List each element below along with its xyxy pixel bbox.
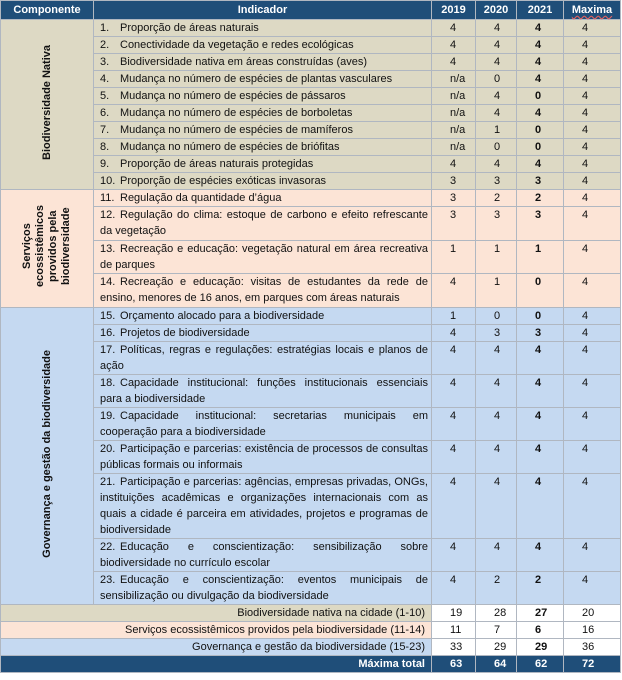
summary-label: Serviços ecossistêmicos providos pela biodiversidade (11-14) [1,622,432,639]
score-y2019: 4 [432,342,476,375]
indicator-cell [94,375,432,408]
header-2020: 2020 [476,1,517,20]
indicator-text: Proporção de áreas naturais [120,22,259,34]
score-y2020: 1 [476,274,517,308]
score-max: 4 [564,156,621,173]
indicator-text: Orçamento alocado para a biodiversidade [120,310,325,322]
score-y2019: 4 [432,441,476,474]
table-row [1,375,621,408]
score-y2020: 4 [476,88,517,105]
indicator-cell [94,37,432,54]
score-max: 4 [564,37,621,54]
score-y2019: 4 [432,325,476,342]
total-y2019: 63 [432,656,476,673]
score-y2020: 1 [476,240,517,274]
component-label: Serviços ecossistêmicos providos pela biodiversidade [21,205,72,287]
total-max: 72 [564,656,621,673]
score-y2020: 3 [476,207,517,241]
indicator-cell [94,139,432,156]
indicator-number: 16. [100,327,116,339]
component-cell [1,20,94,190]
summary-y2019: 19 [432,605,476,622]
indicator-text: Capacidade institucional: secretarias municipais em cooperação para a biodiversidade [100,410,428,438]
score-y2021: 4 [517,408,564,441]
indicator-text: Recreação e educação: visitas de estudantes da rede de ensino, menores de 16 anos, em parques com áreas naturais [100,276,428,305]
score-y2020: 1 [476,122,517,139]
score-max: 4 [564,207,621,241]
score-max: 4 [564,408,621,441]
indicator-number: 21. [100,476,116,488]
summary-row [1,639,621,656]
indicator-text: Biodiversidade nativa em áreas construídas (aves) [120,56,368,68]
indicator-cell [94,207,432,241]
score-y2021: 0 [517,308,564,325]
table-row [1,190,621,207]
table-row [1,325,621,342]
score-max: 4 [564,139,621,156]
total-y2021: 62 [517,656,564,673]
indicator-cell [94,441,432,474]
score-y2021: 4 [517,54,564,71]
summary-y2021: 29 [517,639,564,656]
score-max: 4 [564,274,621,308]
indicator-text: Mudança no número de espécies de borboletas [120,107,353,119]
total-y2020: 64 [476,656,517,673]
indicator-number: 2. [100,39,110,51]
indicator-number: 3. [100,56,110,68]
score-max: 4 [564,20,621,37]
score-y2021: 2 [517,572,564,605]
indicator-cell [94,88,432,105]
table-row [1,156,621,173]
score-y2021: 4 [517,156,564,173]
indicator-number: 4. [100,73,110,85]
indicator-number: 14. [100,276,116,289]
table-row [1,474,621,539]
score-y2019: 4 [432,375,476,408]
indicator-cell [94,474,432,539]
indicator-text: Mudança no número de espécies de plantas vasculares [120,73,393,85]
indicator-text: Proporção de áreas naturais protegidas [120,158,314,170]
summary-y2020: 29 [476,639,517,656]
indicator-number: 8. [100,141,110,153]
header-2019: 2019 [432,1,476,20]
table-row [1,54,621,71]
score-y2019: 3 [432,207,476,241]
score-max: 4 [564,308,621,325]
score-y2020: 4 [476,54,517,71]
score-y2019: n/a [432,88,476,105]
score-max: 4 [564,105,621,122]
score-y2020: 2 [476,190,517,207]
score-y2019: 1 [432,308,476,325]
score-y2021: 0 [517,139,564,156]
score-y2020: 4 [476,342,517,375]
indicator-number: 10. [100,175,116,187]
score-y2019: 3 [432,173,476,190]
indicator-text: Capacidade institucional: funções institucionais essenciais para a biodiversidade [100,377,428,405]
score-y2020: 3 [476,173,517,190]
indicator-text: Projetos de biodiversidade [120,327,250,339]
score-y2021: 4 [517,539,564,572]
indicator-cell [94,274,432,308]
indicator-cell [94,71,432,88]
score-y2021: 2 [517,190,564,207]
score-y2021: 3 [517,173,564,190]
component-cell [1,308,94,605]
indicator-cell [94,156,432,173]
score-y2020: 3 [476,325,517,342]
score-y2019: 4 [432,572,476,605]
score-y2020: 0 [476,308,517,325]
score-max: 4 [564,88,621,105]
indicator-cell [94,572,432,605]
indicator-cell [94,54,432,71]
score-y2019: 4 [432,156,476,173]
indicator-cell [94,20,432,37]
summary-label: Biodiversidade nativa na cidade (1-10) [1,605,432,622]
indicator-number: 1. [100,22,110,34]
score-y2021: 4 [517,441,564,474]
score-y2019: 4 [432,20,476,37]
indicator-text: Participação e parcerias: agências, empresas privadas, ONGs, instituições acadêmicas e organizações internacionais com as quais a cidade é parceira em atividades, projetos e programas de biodiversidade [100,476,428,536]
score-y2020: 4 [476,441,517,474]
total-row [1,656,621,673]
table-row [1,122,621,139]
indicator-number: 20. [100,443,116,455]
summary-label: Governança e gestão da biodiversidade (15-23) [1,639,432,656]
table-row [1,539,621,572]
score-y2019: n/a [432,122,476,139]
component-label: Governança e gestão da biodiversidade [40,349,53,558]
indicator-text: Educação e conscientização: eventos municipais de sensibilização ou divulgação da biodiversidade [100,574,428,602]
score-max: 4 [564,325,621,342]
score-y2021: 3 [517,325,564,342]
score-max: 4 [564,71,621,88]
score-max: 4 [564,173,621,190]
header-row [1,1,621,20]
header-maxima: Maxima [564,1,621,20]
table-row [1,173,621,190]
indicator-cell [94,105,432,122]
table-row [1,274,621,308]
indicator-text: Políticas, regras e regulações: estratégias locais e planos de ação [100,344,428,372]
indicator-cell [94,190,432,207]
table-row [1,408,621,441]
header-2021: 2021 [517,1,564,20]
indicator-number: 5. [100,90,110,102]
score-y2020: 4 [476,20,517,37]
score-y2019: n/a [432,139,476,156]
score-max: 4 [564,441,621,474]
table-row [1,342,621,375]
indicator-text: Regulação da quantidade d’água [120,192,282,204]
indicator-number: 9. [100,158,110,170]
score-y2021: 4 [517,375,564,408]
table-row [1,71,621,88]
score-y2019: 3 [432,190,476,207]
summary-row [1,622,621,639]
indicator-number: 19. [100,410,116,422]
score-y2019: n/a [432,71,476,88]
score-max: 4 [564,474,621,539]
summary-y2020: 7 [476,622,517,639]
score-y2021: 0 [517,274,564,308]
score-y2021: 4 [517,20,564,37]
score-y2019: 4 [432,408,476,441]
score-y2020: 0 [476,71,517,88]
table-row [1,207,621,241]
indicator-text: Participação e parcerias: existência de processos de consultas públicas formais ou informais [100,443,428,471]
score-y2021: 1 [517,240,564,274]
score-max: 4 [564,122,621,139]
summary-y2019: 11 [432,622,476,639]
summary-y2020: 28 [476,605,517,622]
score-y2020: 4 [476,37,517,54]
score-y2021: 4 [517,71,564,88]
score-y2021: 4 [517,105,564,122]
indicator-cell [94,240,432,274]
summary-max: 20 [564,605,621,622]
component-cell [1,190,94,308]
score-max: 4 [564,190,621,207]
score-y2019: n/a [432,105,476,122]
indicator-text: Mudança no número de espécies de briófitas [120,141,340,153]
score-y2020: 4 [476,375,517,408]
summary-y2021: 6 [517,622,564,639]
score-y2020: 4 [476,156,517,173]
indicator-number: 11. [100,192,115,204]
indicator-number: 17. [100,344,116,356]
score-y2020: 4 [476,539,517,572]
table-row [1,88,621,105]
indicator-text: Mudança no número de espécies de pássaros [120,90,346,102]
indicator-text: Educação e conscientização: sensibilização sobre biodiversidade no currículo escolar [100,541,428,569]
table-row [1,105,621,122]
total-label: Máxima total [1,656,432,673]
score-y2019: 4 [432,54,476,71]
indicator-cell [94,122,432,139]
score-max: 4 [564,375,621,408]
score-y2021: 4 [517,37,564,54]
component-label: Biodiversidade Nativa [40,44,53,160]
summary-max: 36 [564,639,621,656]
indicator-number: 6. [100,107,110,119]
indicator-number: 13. [100,242,116,255]
score-max: 4 [564,54,621,71]
score-y2020: 4 [476,408,517,441]
indicator-text: Conectividade da vegetação e redes ecológicas [120,39,354,51]
score-max: 4 [564,572,621,605]
table-row [1,572,621,605]
score-y2021: 3 [517,207,564,241]
indicator-cell [94,408,432,441]
score-y2020: 2 [476,572,517,605]
table-row [1,441,621,474]
indicator-text: Proporção de espécies exóticas invasoras [120,175,327,187]
score-y2021: 4 [517,342,564,375]
score-y2019: 4 [432,274,476,308]
indicator-cell [94,173,432,190]
summary-y2019: 33 [432,639,476,656]
indicator-cell [94,308,432,325]
score-y2020: 0 [476,139,517,156]
table-row [1,37,621,54]
score-max: 4 [564,240,621,274]
header-indicador: Indicador [94,1,432,20]
score-y2021: 0 [517,122,564,139]
table-body [1,20,621,673]
table-row [1,139,621,156]
score-y2021: 0 [517,88,564,105]
table-row [1,308,621,325]
summary-max: 16 [564,622,621,639]
summary-y2021: 27 [517,605,564,622]
indicator-cell [94,342,432,375]
summary-row [1,605,621,622]
indicator-number: 7. [100,124,110,136]
indicator-number: 15. [100,310,116,322]
indicator-text: Mudança no número de espécies de mamíferos [120,124,353,136]
indicator-number: 22. [100,541,116,553]
indicator-text: Recreação e educação: vegetação natural em área recreativa de parques [100,242,428,271]
indicator-number: 18. [100,377,116,389]
indicator-text: Regulação do clima: estoque de carbono e efeito refrescante da vegetação [100,209,428,238]
indicator-cell [94,539,432,572]
score-y2020: 4 [476,474,517,539]
score-y2019: 4 [432,37,476,54]
indicator-cell [94,325,432,342]
score-y2019: 1 [432,240,476,274]
score-y2021: 4 [517,474,564,539]
score-y2019: 4 [432,539,476,572]
table-row [1,20,621,37]
score-y2020: 4 [476,105,517,122]
score-max: 4 [564,539,621,572]
indicator-number: 23. [100,574,116,586]
header-componente: Componente [1,1,94,20]
indicator-number: 12. [100,209,116,222]
score-max: 4 [564,342,621,375]
table-row [1,240,621,274]
score-y2019: 4 [432,474,476,539]
